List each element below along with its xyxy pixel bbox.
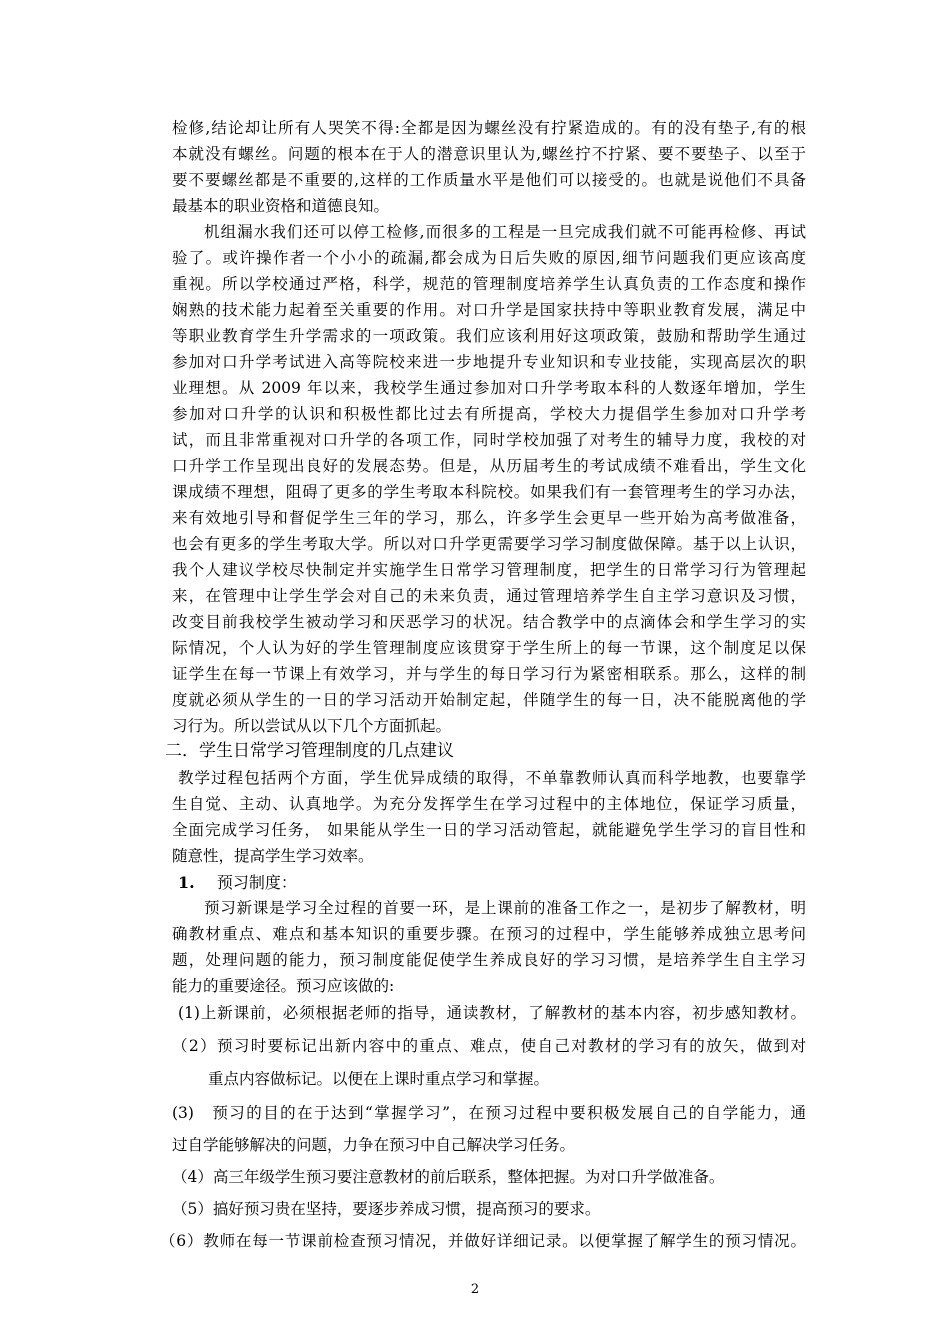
paragraph-line: 我个人建议学校尽快制定并实施学生日常学习管理制度，把学生的日常学习行为管理起 (172, 561, 806, 579)
paragraph-line: 娴熟的技术能力起着至关重要的作用。对口升学是国家扶持中等职业教育发展，满足中 (172, 301, 806, 319)
paragraph-line: 业理想。从 2009 年以来，我校学生通过参加对口升学考取本科的人数逐年增加，学生 (172, 379, 806, 397)
paragraph-line: 重视。所以学校通过严格，科学，规范的管理制度培养学生认真负责的工作态度和操作 (172, 275, 806, 293)
list-item: (1)上新课前，必须根据老师的指导，通读教材，了解教材的基本内容，初步感知教材。 (178, 1004, 806, 1022)
paragraph-line: 习行为。所以尝试从以下几个方面抓起。 (172, 717, 452, 735)
paragraph-line: 来有效地引导和督促学生三年的学习，那么，许多学生会更早一些开始为高考做准备， (172, 509, 806, 527)
paragraph-line: 题，处理问题的能力，预习制度能促使学生养成良好的学习习惯，是培养学生自主学习 (172, 951, 806, 969)
paragraph-line: 来，在管理中让学生学会对自己的未来负责，通过管理培养学生自主学习意识及习惯， (172, 587, 806, 605)
paragraph-line: 等职业教育学生升学需求的一项政策。我们应该利用好这项政策，鼓励和帮助学生通过 (172, 327, 806, 345)
paragraph-line: 教学过程包括两个方面，学生优异成绩的取得，不单靠教师认真而科学地教，也要靠学 (178, 769, 806, 787)
list-item: （6）教师在每一节课前检查预习情况，并做好详细记录。以便掌握了解学生的预习情况。 (160, 1232, 806, 1250)
paragraph-line: 机组漏水我们还可以停工检修,而很多的工程是一旦完成我们就不可能再检修、再试 (204, 223, 806, 241)
list-item: 过自学能够解决的问题，力争在预习中自己解决学习任务。 (172, 1136, 576, 1154)
paragraph-line: 预习新课是学习全过程的首要一环，是上课前的准备工作之一，是初步了解教材，明 (204, 899, 806, 917)
list-item: （5）搞好预习贵在坚持，要逐步养成习惯，提高预习的要求。 (172, 1200, 601, 1218)
list-item: （2）预习时要标记出新内容中的重点、难点，使自己对教材的学习有的放矢，做到对 (172, 1037, 806, 1055)
paragraph-line: 要不要螺丝都是不重要的,这样的工作质量水平是他们可以接受的。也就是说他们不具备 (172, 171, 806, 189)
subheading (178, 872, 297, 894)
paragraph-line: 参加对口升学的认识和积极性都比过去有所提高，学校大力提倡学生参加对口升学考 (172, 405, 806, 423)
paragraph-line: 证学生在每一节课上有效学习，并与学生的每日学习行为紧密相联系。那么，这样的制 (172, 665, 806, 683)
paragraph-line: 际情况，个人认为好的学生管理制度应该贯穿于学生所上的每一节课，这个制度足以保 (172, 639, 806, 657)
list-item: 重点内容做标记。以便在上课时重点学习和掌握。 (208, 1070, 550, 1088)
paragraph-line: 度就必须从学生的一日的学习活动开始制定起，伴随学生的每一日，决不能脱离他的学 (172, 691, 806, 709)
subheading-number: 1. (178, 873, 195, 892)
paragraph-line: 检修,结论却让所有人哭笑不得:全都是因为螺丝没有拧紧造成的。有的没有垫子,有的根 (172, 119, 806, 137)
section-heading: 二．学生日常学习管理制度的几点建议 (165, 741, 454, 761)
paragraph-line: 生自觉、主动、认真地学。为充分发挥学生在学习过程中的主体地位，保证学习质量， (172, 795, 806, 813)
paragraph-line: 口升学工作呈现出良好的发展态势。但是，从历届考生的考试成绩不难看出，学生文化 (172, 457, 806, 475)
page-number: 2 (470, 1282, 480, 1297)
paragraph-line: 随意性，提高学生学习效率。 (172, 847, 374, 865)
paragraph-line: 最基本的职业资格和道德良知。 (172, 197, 390, 215)
paragraph-line: 本就没有螺丝。问题的根本在于人的潜意识里认为,螺丝拧不拧紧、要不要垫子、以至于 (172, 145, 806, 163)
list-item: (3) 预习的目的在于达到“掌握学习”，在预习过程中要积极发展自己的自学能力，通 (172, 1104, 806, 1122)
paragraph-line: 也会有更多的学生考取大学。所以对口升学更需要学习学习制度做保障。基于以上认识， (172, 535, 806, 553)
paragraph-line: 参加对口升学考试进入高等院校来进一步地提升专业知识和专业技能，实现高层次的职 (172, 353, 806, 371)
subheading-label: 预习制度： (216, 873, 297, 892)
paragraph-line: 能力的重要途径。预习应该做的: (172, 977, 395, 995)
paragraph-line: 验了。或许操作者一个小小的疏漏,都会成为日后失败的原因,细节问题我们更应该高度 (172, 249, 806, 267)
list-item: （4）高三年级学生预习要注意教材的前后联系，整体把握。为对口升学做准备。 (172, 1168, 725, 1186)
paragraph-line: 改变目前我校学生被动学习和厌恶学习的状况。结合教学中的点滴体会和学生学习的实 (172, 613, 806, 631)
paragraph-line: 确教材重点、难点和基本知识的重要步骤。在预习的过程中，学生能够养成独立思考问 (172, 925, 806, 943)
paragraph-line: 课成绩不理想，阻碍了更多的学生考取本科院校。如果我们有一套管理考生的学习办法， (172, 483, 806, 501)
paragraph-line: 试，而且非常重视对口升学的各项工作，同时学校加强了对考生的辅导力度，我校的对 (172, 431, 806, 449)
paragraph-line: 全面完成学习任务， 如果能从学生一日的学习活动管起，就能避免学生学习的盲目性和 (172, 821, 806, 839)
